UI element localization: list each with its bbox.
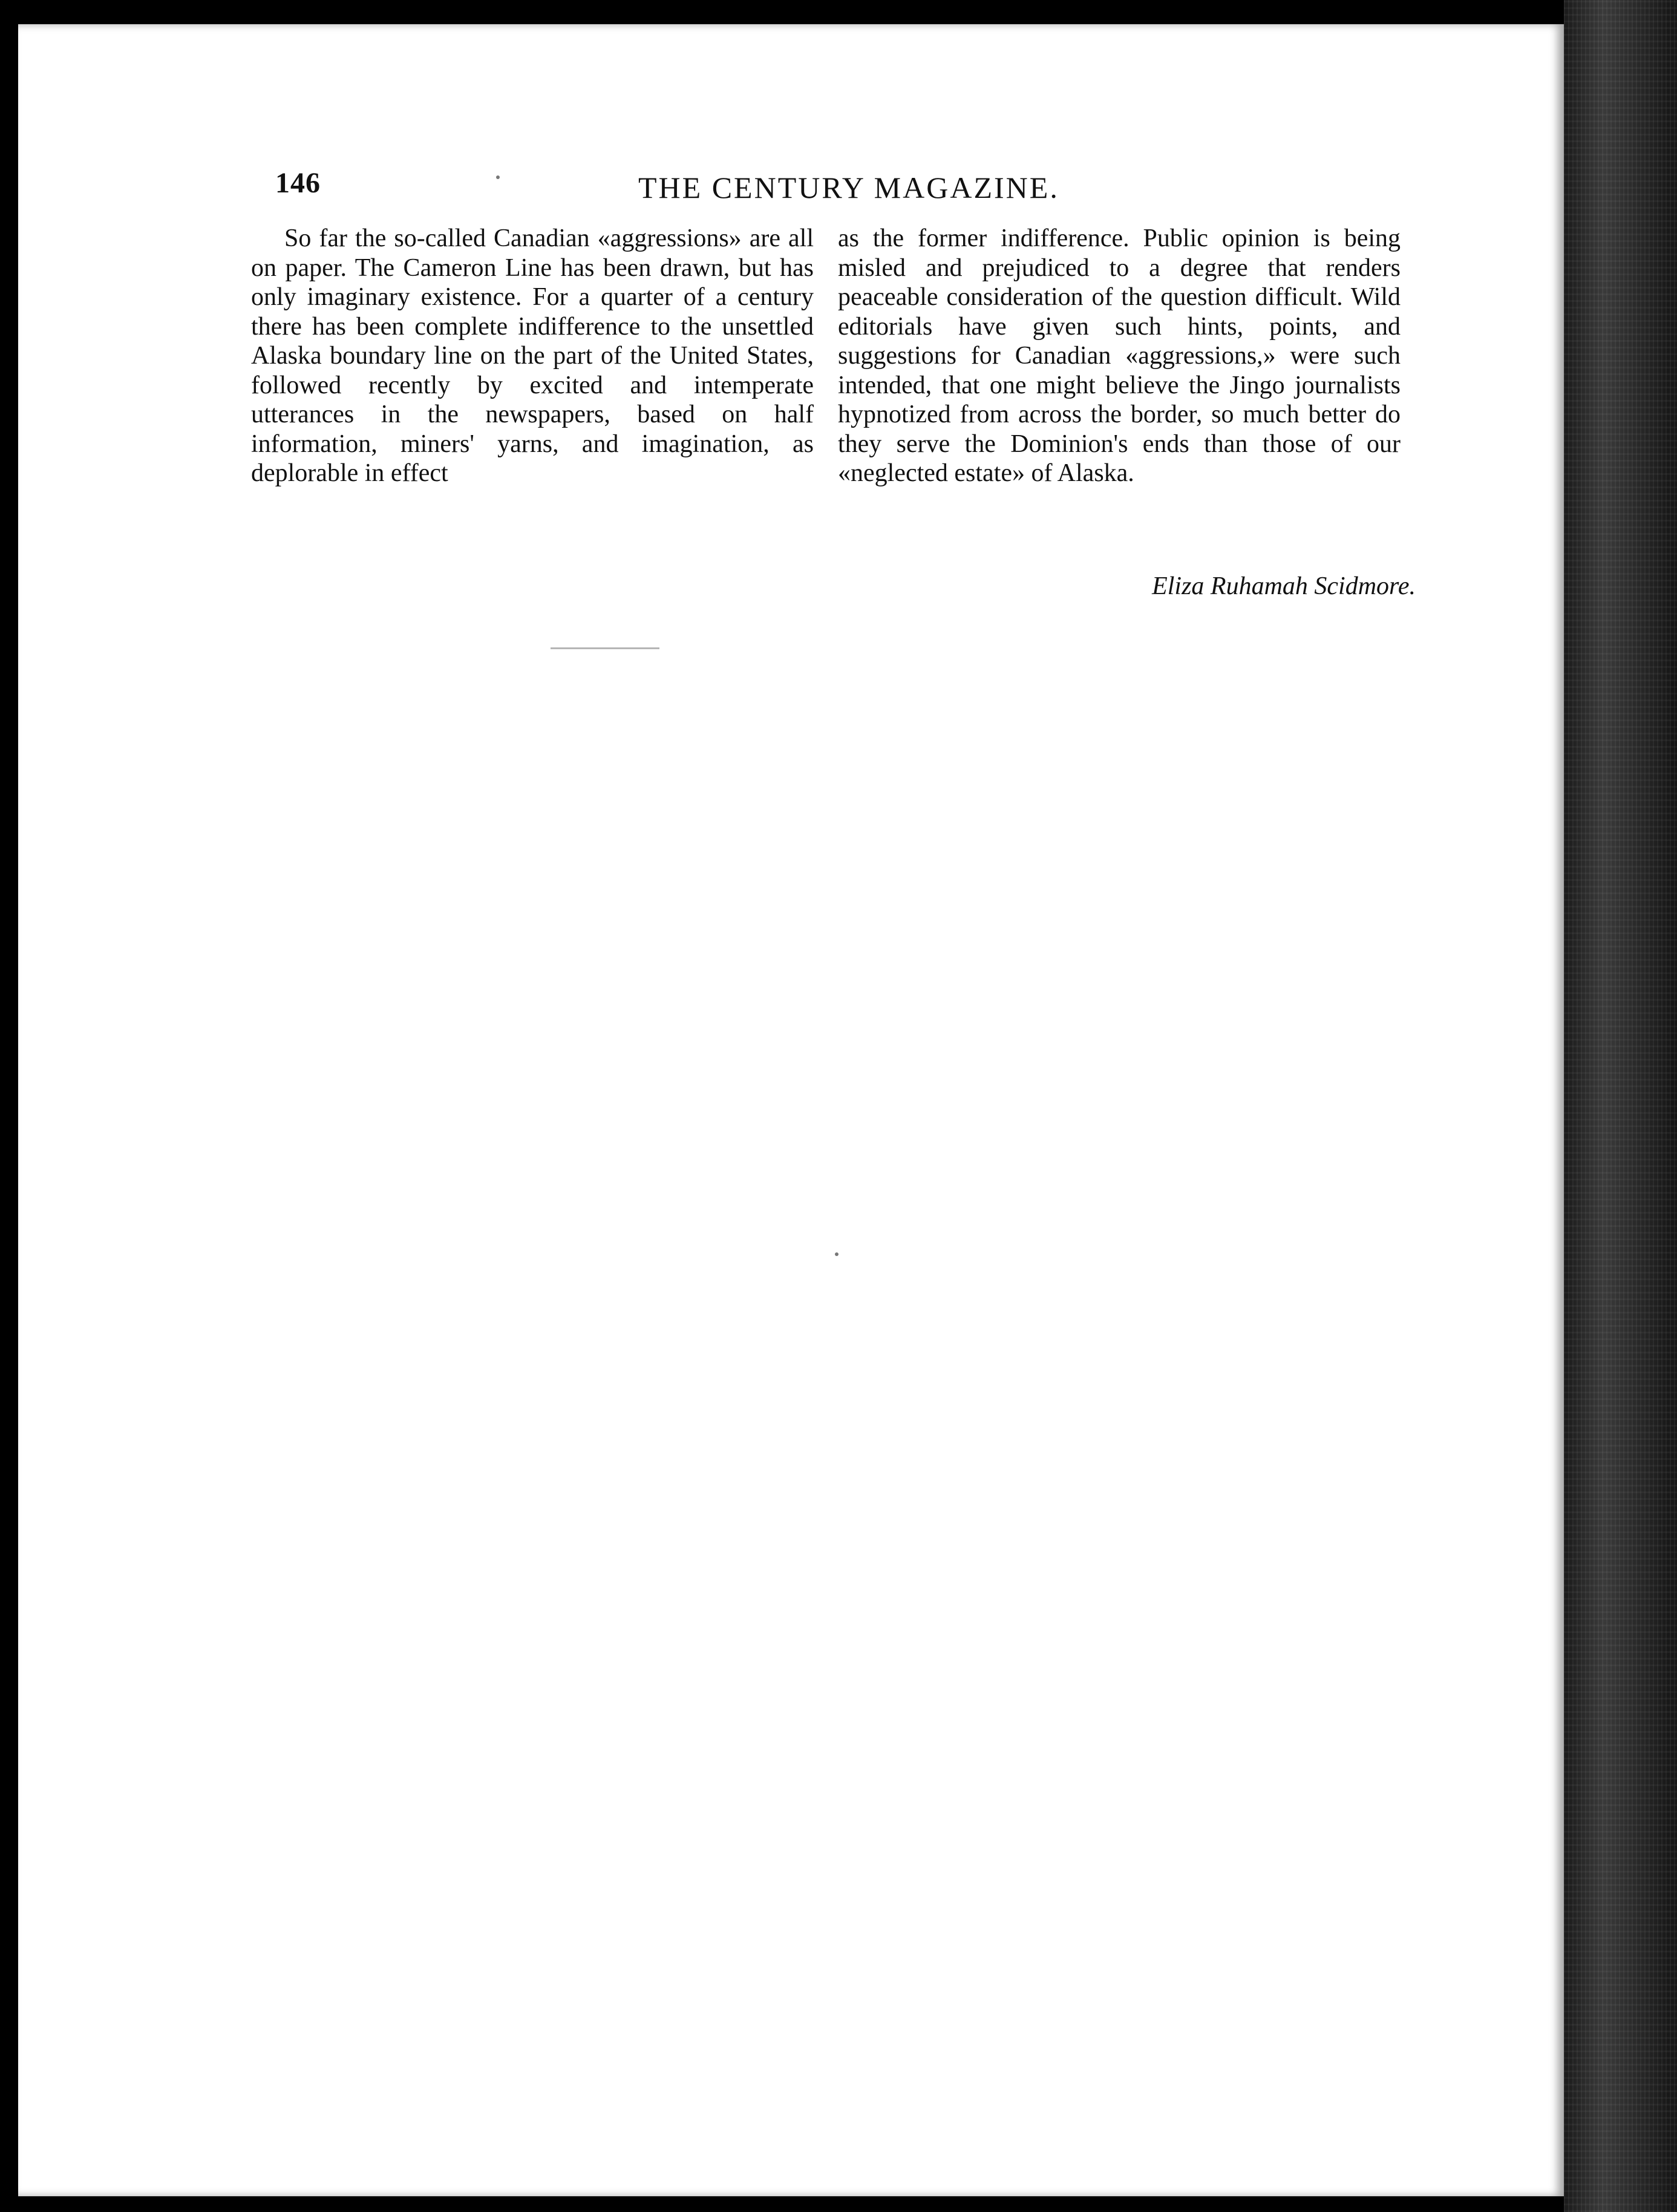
magazine-page [18,24,1564,2196]
left-column-paragraph: So far the so-called Canadian «aggressions» are all on paper. The Cameron Line has been drawn, but has only imaginary existence. For a quarter of a century there has been complete indifference to the unsettled Alaska boundary line on the part of the United States, followed recently by excited and intemperate utterances in the newspapers, based on half information, miners' yarns, and imagination, as deplorable in effect [251,224,814,487]
left-column [251,224,814,488]
running-head [257,166,1419,209]
page-number: 146 [275,167,321,199]
section-divider-rule [551,647,659,649]
scan-speck [496,175,500,179]
author-signature: Eliza Ruhamah Scidmore. [1152,572,1416,600]
scan-speck [835,1252,838,1256]
magazine-title: THE CENTURY MAGAZINE. [638,171,1059,205]
right-column-paragraph: as the former indifference. Public opinion is being misled and prejudiced to a degree that renders peaceable consideration of the question difficult. Wild editorials have given such hints, points, and suggestions for Canadian «aggressions,» were such intended, that one might believe the Jingo journalists hypnotized from across the border, so much better do they serve the Dominion's ends than those of our «neglected estate» of Alaska. [838,224,1401,487]
right-column [838,224,1401,488]
book-cover-edge [1564,0,1677,2212]
